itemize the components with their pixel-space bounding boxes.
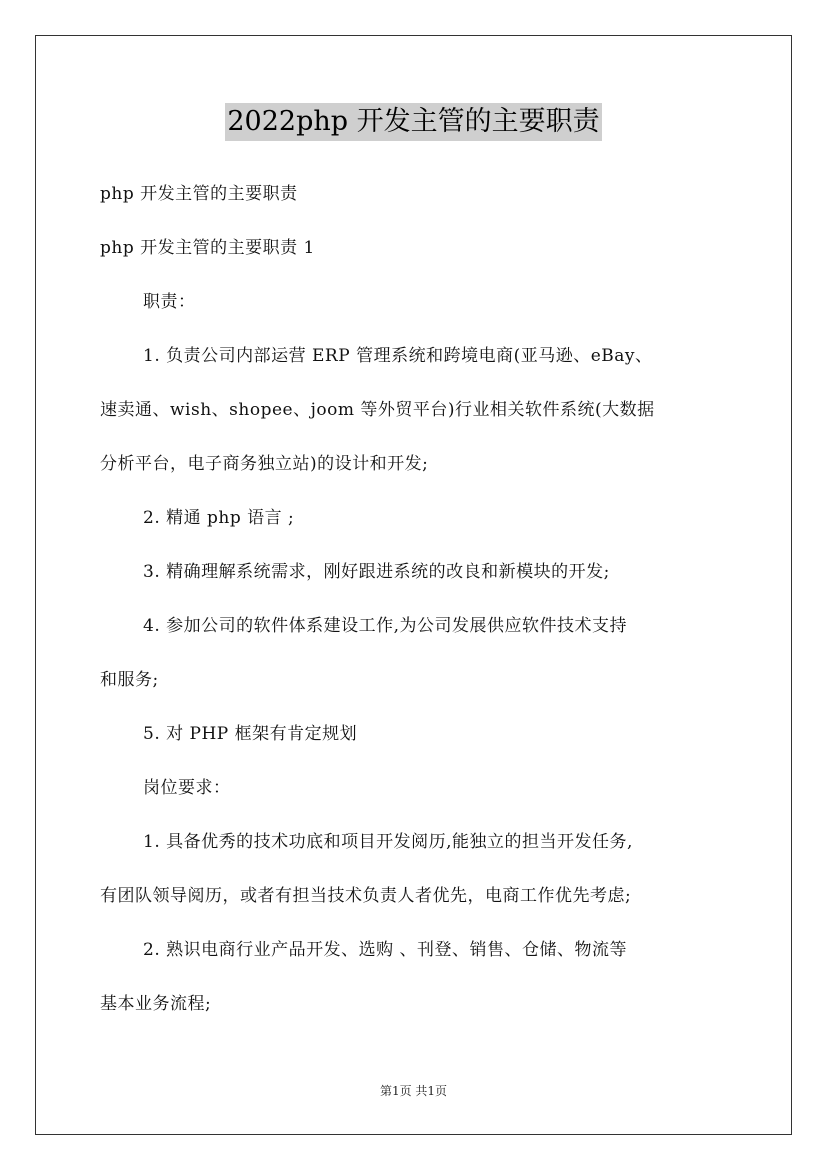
title-container — [0, 103, 827, 141]
text-line: 和服务; — [100, 670, 159, 690]
text-line: 2. 熟识电商行业产品开发、选购 、刊登、销售、仓储、物流等 — [143, 940, 628, 960]
text-line: 1. 具备优秀的技术功底和项目开发阅历,能独立的担当开发任务, — [143, 832, 633, 852]
text-line: 5. 对 PHP 框架有肯定规划 — [143, 724, 358, 744]
text-line: 岗位要求： — [143, 778, 231, 798]
text-line: 速卖通、wish、shopee、joom 等外贸平台)行业相关软件系统(大数据 — [100, 400, 655, 420]
text-line: php 开发主管的主要职责 — [100, 184, 298, 204]
text-line: 基本业务流程; — [100, 994, 212, 1014]
text-line: 4. 参加公司的软件体系建设工作,为公司发展供应软件技术支持 — [143, 616, 628, 636]
text-line: 有团队领导阅历，或者有担当技术负责人者优先，电商工作优先考虑; — [100, 886, 632, 906]
text-line: 职责： — [143, 292, 196, 312]
text-line: 3. 精确理解系统需求，刚好跟进系统的改良和新模块的开发; — [143, 562, 610, 582]
document-title: 2022php 开发主管的主要职责 — [225, 103, 601, 141]
page-footer: 第1页 共1页 — [379, 1084, 448, 1098]
text-line: 2. 精通 php 语言 ; — [143, 508, 295, 528]
text-line: 1. 负责公司内部运营 ERP 管理系统和跨境电商(亚马逊、eBay、 — [143, 346, 653, 366]
text-line: 分析平台，电子商务独立站)的设计和开发; — [100, 454, 429, 474]
text-line: php 开发主管的主要职责 1 — [100, 238, 315, 258]
